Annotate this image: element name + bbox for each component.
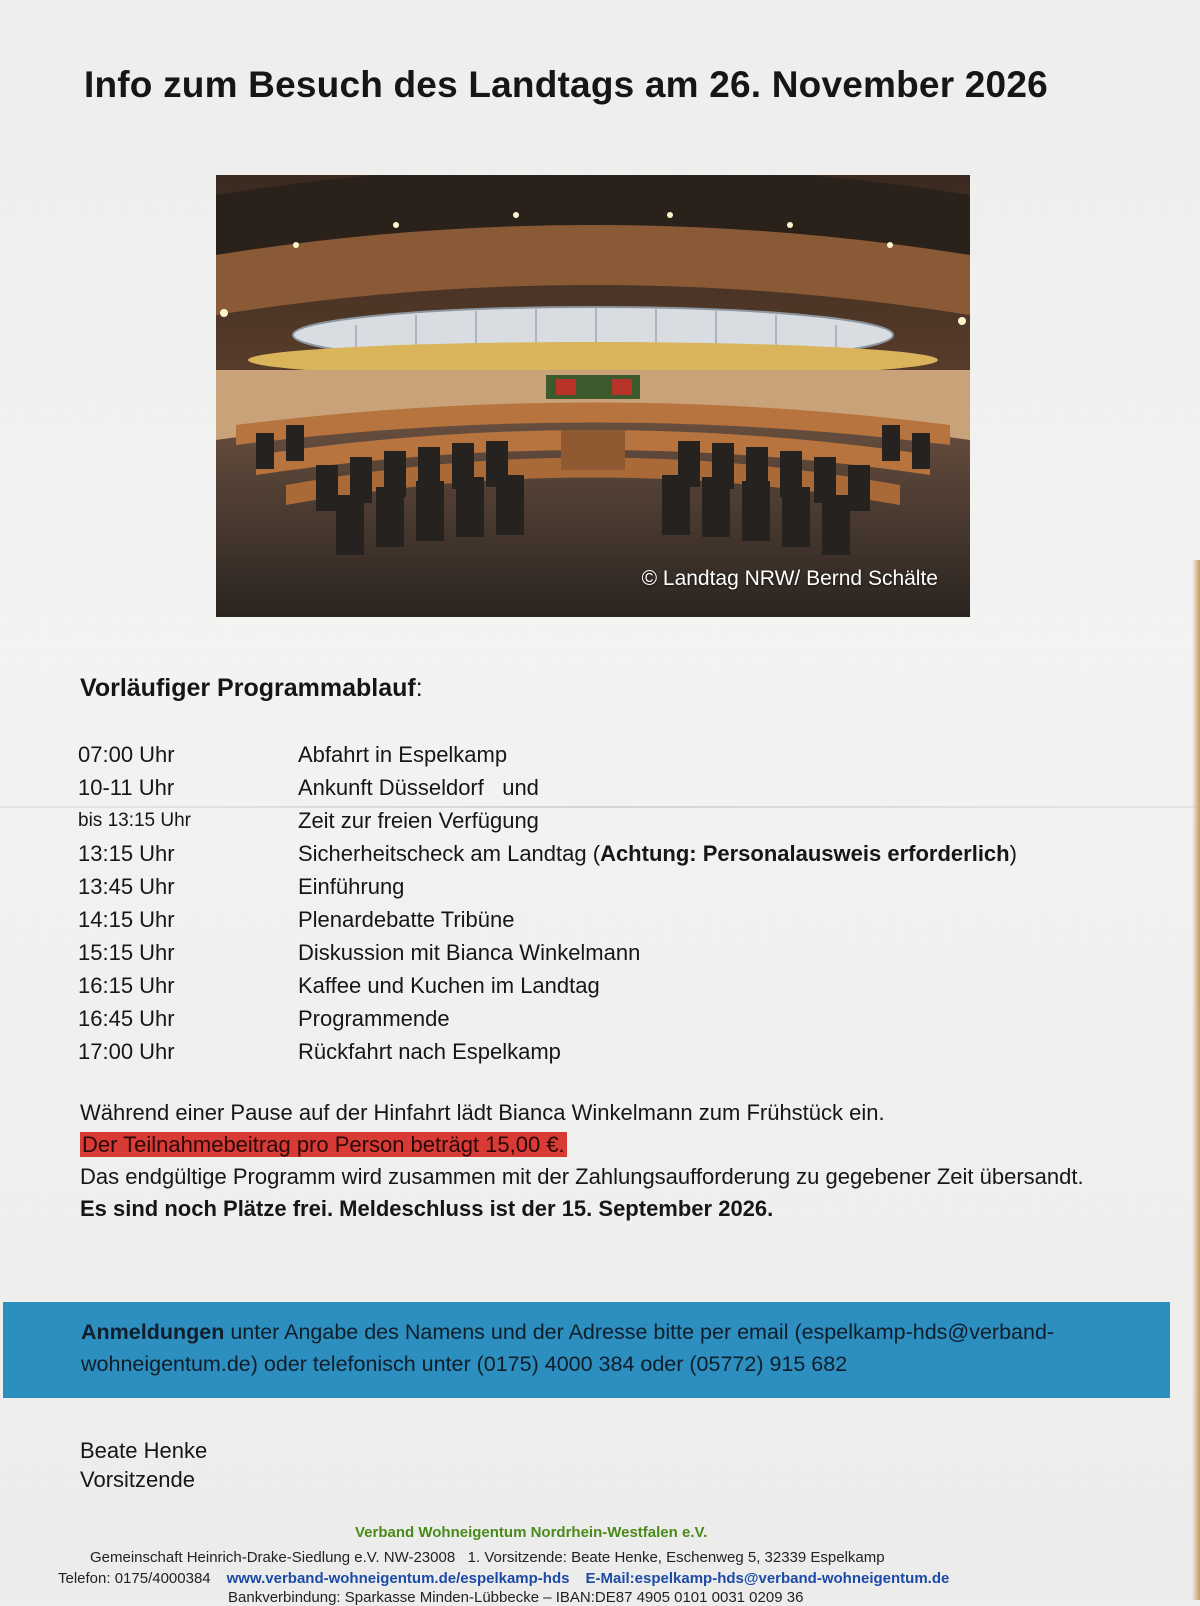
schedule-desc: Plenardebatte Tribüne	[298, 906, 515, 932]
footer-website-link[interactable]: www.verband-wohneigentum.de/espelkamp-hds	[226, 1570, 570, 1587]
page-title: Info zum Besuch des Landtags am 26. November 2026	[84, 64, 1048, 105]
schedule-row	[78, 771, 1158, 804]
schedule-desc-text: Sicherheitscheck am Landtag (	[298, 840, 601, 866]
footer-contact-line	[58, 1570, 949, 1587]
schedule-row	[78, 837, 1158, 870]
signatory-name: Beate Henke	[80, 1438, 208, 1463]
photo-credit: © Landtag NRW/ Bernd Schälte	[641, 567, 938, 590]
schedule-desc: Zeit zur freien Verfügung	[298, 807, 539, 833]
schedule-desc: Kaffee und Kuchen im Landtag	[298, 972, 600, 998]
schedule-row	[78, 1002, 1158, 1035]
schedule-time: 16:15 Uhr	[78, 972, 175, 998]
notes-section	[80, 1097, 1140, 1225]
schedule-time: 17:00 Uhr	[78, 1038, 175, 1064]
signatory-role: Vorsitzende	[80, 1467, 195, 1492]
fee-highlight: Der Teilnahmebeitrag pro Person beträgt 15,00 €.	[82, 1132, 565, 1157]
schedule-desc: Programmende	[298, 1005, 450, 1031]
footer-email-link[interactable]: E-Mail:espelkamp-hds@verband-wohneigentum.de	[585, 1570, 950, 1587]
signature-block	[80, 1436, 207, 1494]
schedule-time: 13:45 Uhr	[78, 873, 175, 899]
footer-address: Gemeinschaft Heinrich-Drake-Siedlung e.V. NW-23008 1. Vorsitzende: Beate Henke, Eschenweg 5, 32339 Espelkamp	[90, 1549, 885, 1566]
deadline-note: Es sind noch Plätze frei. Meldeschluss ist der 15. September 2026.	[80, 1196, 774, 1221]
schedule-time: 10-11 Uhr	[78, 774, 175, 800]
footer-org: Verband Wohneigentum Nordrhein-Westfalen e.V.	[355, 1524, 708, 1541]
schedule-row	[78, 804, 1158, 837]
plenary-hall-photo	[216, 175, 970, 617]
schedule-row	[78, 936, 1158, 969]
program-heading-colon: :	[415, 674, 423, 702]
registration-banner	[3, 1302, 1170, 1398]
schedule-row	[78, 1035, 1158, 1068]
schedule-time: 07:00 Uhr	[78, 741, 175, 767]
schedule-desc: Einführung	[298, 873, 405, 899]
schedule-desc: Diskussion mit Bianca Winkelmann	[298, 939, 641, 965]
schedule-row	[78, 870, 1158, 903]
footer-bank: Bankverbindung: Sparkasse Minden-Lübbecke – IBAN:DE87 4905 0101 0031 0209 36	[228, 1589, 804, 1606]
plenary-hall-illustration	[216, 175, 970, 617]
schedule-desc	[298, 841, 1158, 867]
schedule-time: 14:15 Uhr	[78, 906, 175, 932]
footer-phone: Telefon: 0175/4000384	[58, 1570, 211, 1587]
program-heading	[80, 674, 423, 703]
schedule-time: 15:15 Uhr	[78, 939, 175, 965]
schedule-row	[78, 738, 1158, 771]
schedule-row	[78, 969, 1158, 1002]
schedule-time: bis 13:15 Uhr	[78, 809, 192, 831]
schedule-list	[78, 738, 1158, 1068]
schedule-desc: Rückfahrt nach Espelkamp	[298, 1038, 561, 1064]
breakfast-note: Während einer Pause auf der Hinfahrt lädt Bianca Winkelmann zum Frühstück ein.	[80, 1100, 885, 1125]
final-program-note: Das endgültige Programm wird zusammen mit der Zahlungsaufforderung zu gegebener Zeit übersandt.	[80, 1164, 1084, 1189]
schedule-desc: Ankunft Düsseldorf und	[298, 774, 539, 800]
registration-text: unter Angabe des Namens und der Adresse bitte per email (espelkamp-hds@verband-wohneigentum.de) oder telefonisch unter (0175) 4000 384 oder (05772) 915 682	[81, 1320, 1055, 1376]
schedule-time: 16:45 Uhr	[78, 1005, 175, 1031]
paper-edge-shadow	[1192, 560, 1200, 1600]
schedule-desc: Abfahrt in Espelkamp	[298, 741, 508, 767]
schedule-row	[78, 903, 1158, 936]
registration-lead: Anmeldungen	[81, 1320, 225, 1344]
id-required-warning: Achtung: Personalausweis erforderlich	[600, 840, 1010, 866]
schedule-time: 13:15 Uhr	[78, 840, 175, 866]
program-heading-text: Vorläufiger Programmablauf	[80, 674, 416, 702]
schedule-desc-close: )	[1009, 840, 1017, 866]
